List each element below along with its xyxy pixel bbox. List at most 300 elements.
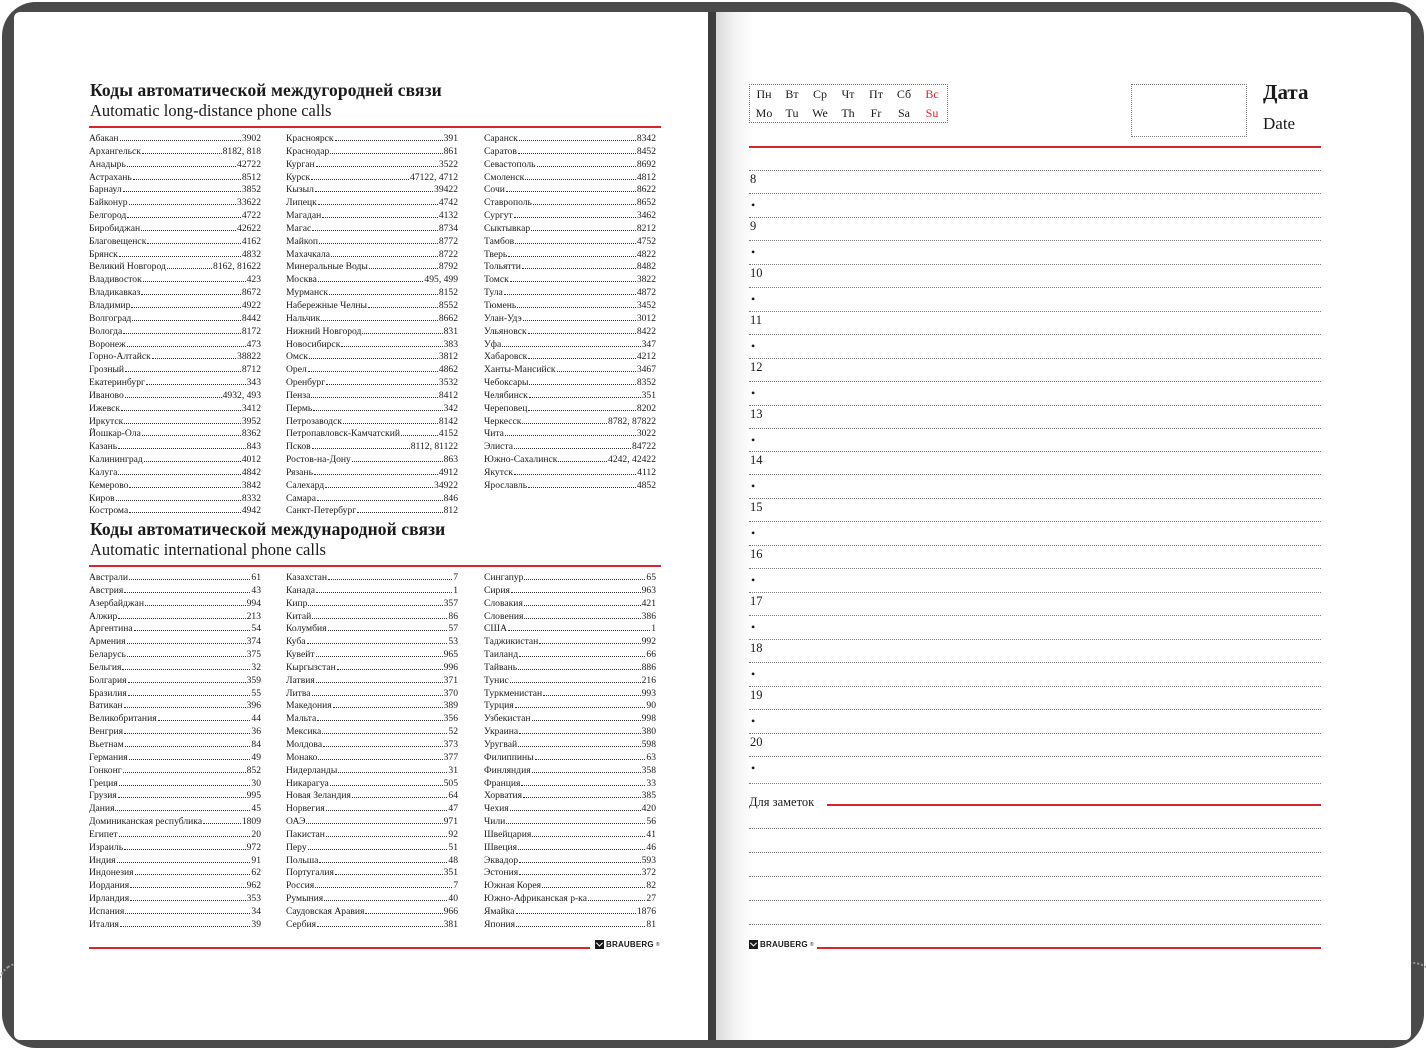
code-row <box>484 765 656 778</box>
code-name: Перу <box>286 841 307 853</box>
code-name: Румыния <box>286 893 324 905</box>
code-name: Япония <box>484 918 516 930</box>
code-name: Омск <box>286 351 308 363</box>
code-name: Липецк <box>286 197 317 209</box>
hour-line[interactable] <box>749 686 1321 687</box>
half-hour-line[interactable] <box>749 521 1321 522</box>
code-name: Нальчик <box>286 312 321 324</box>
code-name: Брянск <box>89 248 118 260</box>
code-row <box>286 726 458 739</box>
hour-line[interactable] <box>749 311 1321 312</box>
dot-leader <box>315 880 452 888</box>
half-hour-line[interactable] <box>749 615 1321 616</box>
code-name: Череповец <box>484 402 528 414</box>
half-hour-line[interactable] <box>749 287 1321 288</box>
code-value: 4912 <box>438 466 458 478</box>
dot-leader <box>508 249 636 257</box>
dot-leader <box>352 454 443 462</box>
half-hour-line[interactable] <box>749 334 1321 335</box>
weekday-en-1[interactable]: Tu <box>785 106 799 120</box>
dot-leader <box>142 146 222 154</box>
code-row <box>484 726 656 739</box>
code-row <box>89 688 261 701</box>
code-value: 852 <box>246 764 261 776</box>
code-row <box>89 803 261 816</box>
code-name: Томск <box>484 274 509 286</box>
dot-leader <box>203 816 241 824</box>
code-value: 4852 <box>636 479 656 491</box>
hour-line[interactable] <box>749 783 1321 784</box>
code-row <box>89 300 261 313</box>
code-name: Смоленск <box>484 171 525 183</box>
code-row <box>484 467 656 480</box>
code-row <box>89 236 261 249</box>
code-name: Биробиджан <box>89 222 141 234</box>
code-value: 34 <box>251 905 261 917</box>
dot-leader <box>316 159 438 167</box>
hour-line[interactable] <box>749 170 1321 171</box>
code-row <box>286 416 458 429</box>
code-value: 57 <box>448 623 458 635</box>
half-hour-line[interactable] <box>749 193 1321 194</box>
code-row <box>89 829 261 842</box>
code-name: Красноярск <box>286 133 334 144</box>
code-row <box>286 313 458 326</box>
code-name: Вьетнам <box>89 738 124 750</box>
code-row <box>286 300 458 313</box>
code-name: Киров <box>89 492 115 504</box>
dot-leader <box>504 287 636 295</box>
code-value: 8142 <box>438 415 458 427</box>
code-row <box>89 172 261 185</box>
code-row <box>286 739 458 752</box>
code-value: 357 <box>443 597 458 609</box>
code-row <box>484 713 656 726</box>
code-row <box>89 287 261 300</box>
code-row <box>89 598 261 611</box>
code-row <box>286 919 458 932</box>
code-value: 4932, 493 <box>222 389 261 401</box>
code-value: 385 <box>641 790 656 802</box>
code-value: 51 <box>448 841 458 853</box>
code-row <box>484 688 656 701</box>
half-hour-line[interactable] <box>749 709 1321 710</box>
code-row <box>89 726 261 739</box>
dot-leader <box>167 261 212 269</box>
dot-leader <box>321 313 437 321</box>
code-name: Швейцария <box>484 828 532 840</box>
code-row <box>484 428 656 441</box>
code-name: Кувейт <box>286 649 315 661</box>
code-row <box>89 416 261 429</box>
dot-leader <box>525 172 636 180</box>
code-name: Россия <box>286 880 315 892</box>
code-row <box>286 842 458 855</box>
bullet-icon: • <box>751 713 756 728</box>
code-row <box>89 339 261 352</box>
dot-leader <box>314 467 438 475</box>
half-hour-line[interactable] <box>749 474 1321 475</box>
code-name: Казань <box>89 441 118 453</box>
brand-mark-icon <box>595 940 604 949</box>
dot-leader <box>316 649 443 657</box>
half-hour-line[interactable] <box>749 428 1321 429</box>
code-value: 39 <box>251 918 261 930</box>
dot-leader <box>522 261 636 269</box>
code-value: 54 <box>251 623 261 635</box>
code-name: Пакистан <box>286 828 325 840</box>
international-title-ru: Коды автоматической международной связи <box>90 519 446 539</box>
code-row <box>89 842 261 855</box>
code-value: 4242, 42422 <box>608 454 656 466</box>
code-value: 963 <box>641 584 656 596</box>
dot-leader <box>326 829 447 837</box>
code-name: Челябинск <box>484 389 528 401</box>
code-row <box>484 313 656 326</box>
code-value: 8652 <box>636 197 656 209</box>
weekday-en-0[interactable]: Mo <box>755 106 773 120</box>
dot-leader <box>542 880 645 888</box>
code-name: Хорватия <box>484 790 523 802</box>
bullet-icon: • <box>751 338 756 353</box>
dot-leader <box>129 197 236 205</box>
brand-name: BRAUBERG <box>760 940 808 949</box>
code-row <box>484 636 656 649</box>
hour-line[interactable] <box>749 358 1321 359</box>
code-name: Польша <box>286 854 319 866</box>
weekday-ru-0[interactable]: Пн <box>756 87 772 101</box>
code-name: Кызыл <box>286 184 314 196</box>
dot-leader <box>502 339 640 347</box>
code-name: Орел <box>286 364 307 376</box>
code-value: 831 <box>443 325 458 337</box>
code-name: Уругвай <box>484 738 518 750</box>
weekday-ru-4[interactable]: Пт <box>869 87 883 101</box>
hour-line[interactable] <box>749 451 1321 452</box>
code-value: 396 <box>246 700 261 712</box>
dot-leader <box>306 816 442 824</box>
code-name: Бельгия <box>89 661 122 673</box>
notes-label: Для заметок <box>749 795 815 809</box>
code-value: 8552 <box>438 299 458 311</box>
code-name: Австрия <box>89 584 124 596</box>
code-value: 90 <box>646 700 656 712</box>
dot-leader <box>365 906 442 914</box>
code-row <box>286 675 458 688</box>
code-row <box>89 713 261 726</box>
code-row <box>286 249 458 262</box>
code-value: 38822 <box>237 351 261 363</box>
code-value: 84 <box>251 738 261 750</box>
code-value: 3812 <box>438 351 458 363</box>
weekday-ru-3[interactable]: Чт <box>841 87 855 101</box>
code-name: ОАЭ <box>286 816 306 828</box>
weekday-en-5[interactable]: Sa <box>898 106 910 120</box>
code-value: 4722 <box>241 210 261 222</box>
code-name: Калининград <box>89 454 143 466</box>
dot-leader <box>528 403 635 411</box>
code-name: Дания <box>89 803 115 815</box>
dot-leader <box>514 441 631 449</box>
hour-line[interactable] <box>749 639 1321 640</box>
code-row <box>89 649 261 662</box>
code-name: Барнаул <box>89 184 122 196</box>
code-row <box>89 572 261 585</box>
dot-leader <box>521 778 645 786</box>
domestic-codes-column-2 <box>286 133 458 518</box>
code-name: Ижевск <box>89 402 121 414</box>
code-name: Минеральные Воды <box>286 261 368 273</box>
code-name: Ханты-Мансийск <box>484 364 556 376</box>
code-name: Эстония <box>484 867 519 879</box>
dot-leader <box>124 416 241 424</box>
code-value: 342 <box>443 402 458 414</box>
code-row <box>484 842 656 855</box>
code-name: Хабаровск <box>484 351 528 363</box>
dot-leader <box>368 300 438 308</box>
code-value: 962 <box>246 880 261 892</box>
date-field[interactable] <box>1131 84 1247 137</box>
code-name: Китай <box>286 610 312 622</box>
code-row <box>286 688 458 701</box>
code-row <box>484 441 656 454</box>
dot-leader <box>352 790 448 798</box>
code-name: Петрозаводск <box>286 415 342 427</box>
brand-mark-icon <box>749 940 758 949</box>
code-row <box>286 700 458 713</box>
code-value: 383 <box>443 338 458 350</box>
half-hour-line[interactable] <box>749 756 1321 757</box>
code-name: Латвия <box>286 674 315 686</box>
dot-leader <box>145 598 246 606</box>
code-value: 48 <box>448 854 458 866</box>
dot-leader <box>312 441 410 449</box>
code-name: Набережные Челны <box>286 299 367 311</box>
code-row <box>286 403 458 416</box>
code-value: 593 <box>641 854 656 866</box>
code-value: 861 <box>443 145 458 157</box>
half-hour-line[interactable] <box>749 240 1321 241</box>
dot-leader <box>130 893 245 901</box>
code-value: 473 <box>246 338 261 350</box>
code-row <box>286 752 458 765</box>
weekday-ru-2[interactable]: Ср <box>812 87 827 101</box>
bullet-icon: • <box>751 244 756 259</box>
code-value: 495, 499 <box>424 274 458 286</box>
dot-leader <box>315 184 433 192</box>
code-name: Тула <box>484 287 503 299</box>
code-value: 8352 <box>636 377 656 389</box>
code-value: 8712 <box>241 364 261 376</box>
code-name: Ставрополь <box>484 197 532 209</box>
code-value: 40 <box>448 893 458 905</box>
code-row <box>89 493 261 506</box>
code-row <box>286 441 458 454</box>
half-hour-line[interactable] <box>749 568 1321 569</box>
code-row <box>89 765 261 778</box>
dot-leader <box>141 287 240 295</box>
code-value: 63 <box>646 751 656 763</box>
hour-line[interactable] <box>749 592 1321 593</box>
domestic-codes-column-1 <box>89 133 261 518</box>
dot-leader <box>362 326 442 334</box>
dot-leader <box>529 390 641 398</box>
code-value: 8362 <box>241 428 261 440</box>
dot-leader <box>514 210 636 218</box>
code-row <box>89 752 261 765</box>
code-row <box>484 287 656 300</box>
code-value: 86 <box>448 610 458 622</box>
code-name: Рязань <box>286 466 313 478</box>
code-value: 47122, 4712 <box>410 171 458 183</box>
notes-line[interactable] <box>749 852 1321 853</box>
code-value: 41 <box>646 828 656 840</box>
code-row <box>89 480 261 493</box>
code-value: 4922 <box>241 299 261 311</box>
code-row <box>89 184 261 197</box>
code-value: 55 <box>251 687 261 699</box>
notes-line[interactable] <box>749 876 1321 877</box>
code-row <box>286 159 458 172</box>
international-codes-column-3 <box>484 572 656 932</box>
half-hour-line[interactable] <box>749 662 1321 663</box>
code-row <box>484 249 656 262</box>
code-row <box>89 636 261 649</box>
code-row <box>286 274 458 287</box>
weekday-en-6[interactable]: Su <box>925 106 939 120</box>
code-row <box>484 662 656 675</box>
code-name: Чебоксары <box>484 377 529 389</box>
code-row <box>484 300 656 313</box>
right-footer-rule <box>817 947 1321 949</box>
code-row <box>286 623 458 636</box>
code-row <box>89 390 261 403</box>
weekday-en-3[interactable]: Th <box>841 106 855 120</box>
hour-line[interactable] <box>749 405 1321 406</box>
dot-leader <box>543 688 640 696</box>
code-value: 886 <box>641 661 656 673</box>
code-name: Саудовская Аравия <box>286 905 365 917</box>
bullet-icon: • <box>751 760 756 775</box>
code-value: 994 <box>246 597 261 609</box>
code-row <box>286 505 458 518</box>
code-value: 373 <box>443 738 458 750</box>
code-value: 49 <box>251 751 261 763</box>
dot-leader <box>341 339 442 347</box>
code-name: Узбекистан <box>484 713 531 725</box>
international-codes-column-2 <box>286 572 458 932</box>
hour-label: 12 <box>750 359 763 374</box>
code-name: Байконур <box>89 197 128 209</box>
code-value: 3022 <box>636 428 656 440</box>
code-name: Владикавказ <box>89 287 141 299</box>
code-value: 81 <box>646 918 656 930</box>
dot-leader <box>123 326 241 334</box>
code-name: Чили <box>484 816 506 828</box>
code-value: 8782, 87822 <box>608 415 656 427</box>
dot-leader <box>519 649 645 657</box>
dot-leader <box>128 688 251 696</box>
code-value: 377 <box>443 751 458 763</box>
dot-leader <box>331 249 438 257</box>
hour-line[interactable] <box>749 217 1321 218</box>
code-row <box>89 906 261 919</box>
code-value: 995 <box>246 790 261 802</box>
code-name: Франция <box>484 777 521 789</box>
weekday-ru-1[interactable]: Вт <box>785 87 799 101</box>
code-name: Севастополь <box>484 158 536 170</box>
notes-line[interactable] <box>749 924 1321 925</box>
hour-line[interactable] <box>749 264 1321 265</box>
code-name: Филиппины <box>484 751 534 763</box>
code-value: 4942 <box>241 505 261 517</box>
code-value: 8452 <box>636 145 656 157</box>
code-value: 8722 <box>438 248 458 260</box>
dot-leader <box>317 713 442 721</box>
code-row <box>89 210 261 223</box>
code-name: Пенза <box>286 389 311 401</box>
code-name: Ирландия <box>89 893 130 905</box>
code-name: Краснодар <box>286 145 330 157</box>
code-value: 36 <box>251 726 261 738</box>
weekday-ru-6[interactable]: Вс <box>925 87 939 101</box>
code-row <box>89 662 261 675</box>
code-value: 42622 <box>237 222 261 234</box>
date-label-ru: Дата <box>1263 80 1309 104</box>
code-row <box>286 598 458 611</box>
code-name: Москва <box>286 274 317 286</box>
dot-leader <box>134 623 251 631</box>
notes-line[interactable] <box>749 828 1321 829</box>
dot-leader <box>532 829 645 837</box>
notes-line[interactable] <box>749 900 1321 901</box>
dot-leader <box>119 829 251 837</box>
code-name: Германия <box>89 751 128 763</box>
code-row <box>89 893 261 906</box>
hour-line[interactable] <box>749 733 1321 734</box>
code-row <box>484 236 656 249</box>
code-value: 347 <box>641 338 656 350</box>
hour-line[interactable] <box>749 545 1321 546</box>
weekday-en-2[interactable]: We <box>812 106 828 120</box>
dot-leader <box>124 585 250 593</box>
code-value: 3462 <box>636 210 656 222</box>
code-name: Абакан <box>89 133 119 144</box>
weekday-en-4[interactable]: Fr <box>870 106 882 120</box>
code-name: Анадырь <box>89 158 126 170</box>
dot-leader <box>506 184 636 192</box>
code-row <box>89 919 261 932</box>
code-value: 389 <box>443 700 458 712</box>
code-row <box>484 403 656 416</box>
code-name: Владимир <box>89 299 131 311</box>
code-name: Таиланд <box>484 649 519 661</box>
weekday-ru-5[interactable]: Сб <box>896 87 912 101</box>
code-value: 8734 <box>438 222 458 234</box>
code-row <box>89 739 261 752</box>
hour-line[interactable] <box>749 498 1321 499</box>
domestic-codes-column-3 <box>484 133 656 493</box>
dot-leader <box>122 662 250 670</box>
code-value: 4842 <box>241 466 261 478</box>
left-footer-rule <box>89 947 590 949</box>
code-name: Салехард <box>286 479 325 491</box>
dot-leader <box>313 403 442 411</box>
code-value: 43 <box>251 584 261 596</box>
code-row <box>89 351 261 364</box>
dot-leader <box>120 919 250 927</box>
half-hour-line[interactable] <box>749 381 1321 382</box>
